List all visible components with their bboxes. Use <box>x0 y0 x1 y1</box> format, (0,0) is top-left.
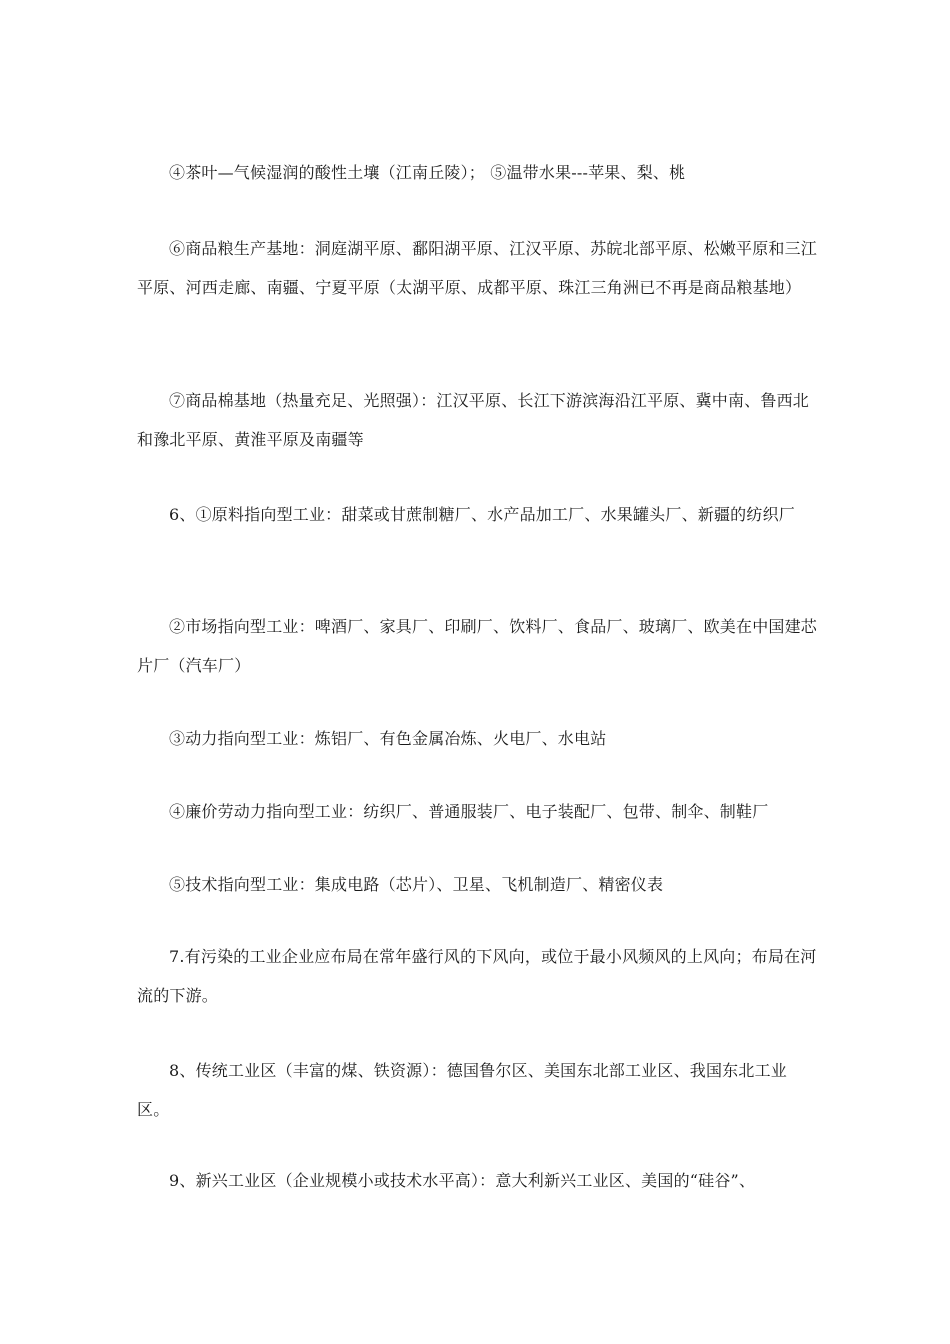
paragraph-tea-and-fruit: ④茶叶—气候湿润的酸性土壤（江南丘陵）； ⑤温带水果---苹果、梨、桃 <box>169 163 686 182</box>
paragraph-commodity-cotton-bases: ⑦商品棉基地（热量充足、光照强）：江汉平原、长江下游滨海沿江平原、冀中南、鲁西北和豫北平原、黄淮平原及南疆等 <box>137 391 810 449</box>
paragraph-power-oriented: ③动力指向型工业：炼铝厂、有色金属冶炼、火电厂、水电站 <box>169 729 607 748</box>
paragraph-labor-oriented: ④廉价劳动力指向型工业：纺织厂、普通服装厂、电子装配厂、包带、制伞、制鞋厂 <box>169 802 769 821</box>
paragraph-pollution-layout: 7.有污染的工业企业应布局在常年盛行风的下风向，或位于最小风频风的上风向；布局在河流的下游。 <box>137 947 817 1005</box>
paragraph-market-oriented: ②市场指向型工业：啤酒厂、家具厂、印刷厂、饮料厂、食品厂、玻璃厂、欧美在中国建芯片厂（汽车厂） <box>137 617 818 675</box>
paragraph-emerging-industrial-areas: 9、新兴工业区（企业规模小或技术水平高）：意大利新兴工业区、美国的“硅谷”、 <box>169 1171 756 1190</box>
paragraph-traditional-industrial-areas: 8、传统工业区（丰富的煤、铁资源）：德国鲁尔区、美国东北部工业区、我国东北工业区。 <box>137 1061 787 1119</box>
paragraph-technology-oriented: ⑤技术指向型工业：集成电路（芯片）、卫星、飞机制造厂、精密仪表 <box>169 875 664 894</box>
paragraph-raw-material-oriented: 6、①原料指向型工业：甜菜或甘蔗制糖厂、水产品加工厂、水果罐头厂、新疆的纺织厂 <box>169 505 795 524</box>
paragraph-commodity-grain-bases: ⑥商品粮生产基地：洞庭湖平原、鄱阳湖平原、江汉平原、苏皖北部平原、松嫩平原和三江平原、河西走廊、南疆、宁夏平原（太湖平原、成都平原、珠江三角洲已不再是商品粮基地） <box>137 239 818 297</box>
